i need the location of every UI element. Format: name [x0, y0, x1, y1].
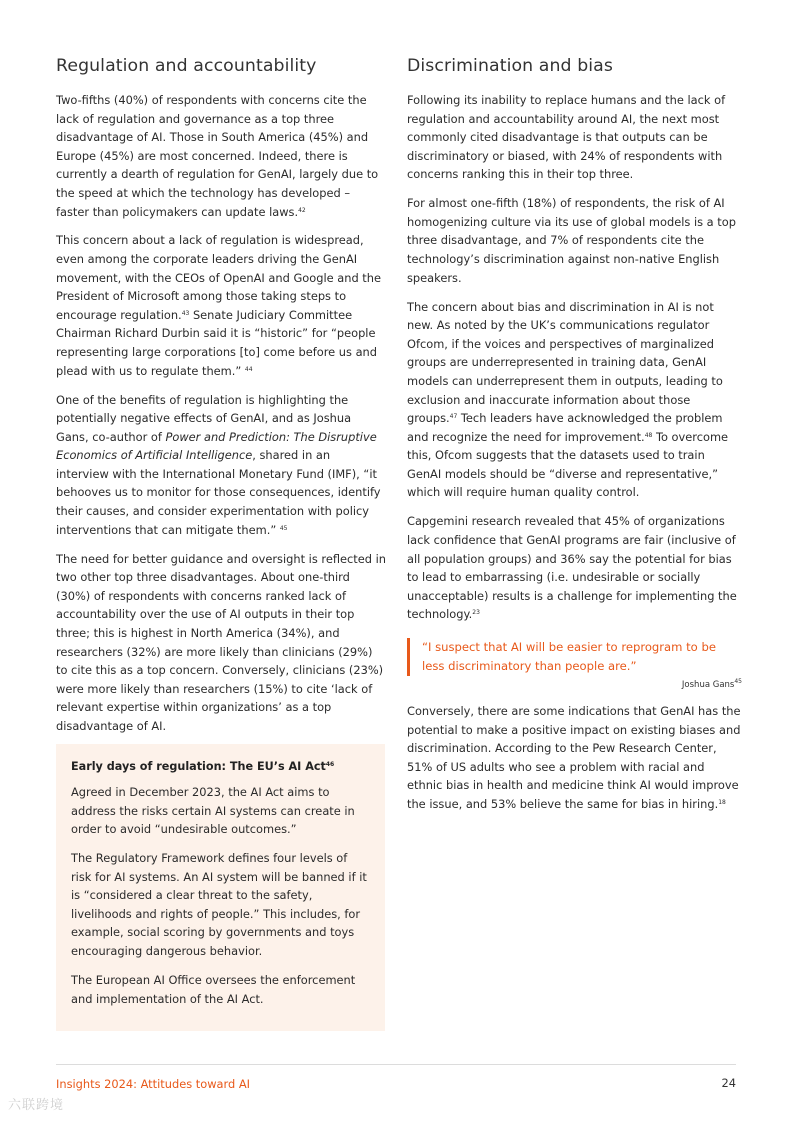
- footer-divider: [56, 1064, 736, 1065]
- callout-title: Early days of regulation: The EU’s AI Act$^{46}$: [71, 760, 335, 773]
- paragraph: Two-fifths (40%) of respondents with concerns cite the lack of regulation and governance as a top three disadvantage of AI. Those in South America (45%) and Europe (45%) are most concerned. Indeed, there is currently a dearth of regulation for GenAI, largely due to the speed at which the technology has developed – faster than policymakers can update laws.$^{42}$: [56, 93, 379, 219]
- section-heading-discrimination: Discrimination and bias: [407, 56, 613, 76]
- footnote-ref: 23: [472, 609, 480, 617]
- paragraph: One of the benefits of regulation is highlighting the potentially negative effects of GenAI, and as Joshua Gans, co-author of Power and Prediction: The Disruptive Economics of Artificial Intelligence, shared in an interview with the International Monetary Fund (IMF), “it behooves us to monitor for those consequences, identify their causes, and consider experimentation with policy interventions that can mitigate them.” $^{45}$: [56, 392, 381, 537]
- page-number: 24: [721, 1076, 736, 1090]
- footnote-ref: 42: [298, 206, 306, 214]
- paragraph: The concern about bias and discrimination in AI is not new. As noted by the UK’s communications regulator Ofcom, if the voices and perspectives of marginalized groups are underrepresented in training data, GenAI models can underrepresent them in outputs, leading to exclusion and inaccurate information about those groups.$^{47}$ Tech leaders have acknowledged the problem and recognize the need for improvement.$^{48}$ To overcome this, Ofcom suggests that the datasets used to train GenAI models should be “diverse and representative,” which will require human quality control.: [407, 299, 729, 500]
- footnote-ref: 45: [279, 524, 288, 532]
- watermark-logo: 六联跨境: [8, 1098, 65, 1113]
- callout-paragraph: The Regulatory Framework defines four levels of risk for AI systems. An AI system will be banned if it is “considered a clear threat to the safety, livelihoods and rights of people.” This includes, for example, social scoring by governments and toys encouraging dangerous behavior.: [71, 851, 367, 959]
- footnote-ref: 44: [244, 365, 253, 373]
- paragraph: Capgemini research revealed that 45% of organizations lack confidence that GenAI programs are fair (inclusive of all population groups) and 36% say the potential for bias to lead to embarrassing (i.e. undesirable or socially unacceptable) results is a challenge for implementing the technology.$^{23}$: [407, 514, 737, 622]
- callout-paragraph: Agreed in December 2023, the AI Act aims to address the risks certain AI systems can create in order to avoid “undesirable outcomes.”: [71, 785, 355, 837]
- footer-report-title: Insights 2024: Attitudes toward AI: [56, 1077, 250, 1091]
- callout-paragraph: The European AI Office oversees the enforcement and implementation of the AI Act.: [71, 972, 356, 1006]
- section-heading-regulation: Regulation and accountability: [56, 56, 317, 76]
- paragraph: The need for better guidance and oversight is reflected in two other top three disadvantages. About one-third (30%) of respondents with concerns ranked lack of accountability over the use of AI outputs in their top three; this is highest in North America (34%), and researchers (32%) are more likely than clinicians (29%) to cite this as a top concern. Conversely, clinicians (23%) were more likely than researchers (15%) to cite ‘lack of relevant expertise within organizations’ as a top disadvantage of AI.: [56, 551, 386, 733]
- pull-quote: “I suspect that AI will be easier to reprogram to be less discriminatory than people are.”: [407, 638, 742, 676]
- eu-ai-act-callout-box: [56, 744, 385, 1031]
- paragraph: For almost one-fifth (18%) of respondents, the risk of AI homogenizing culture via its use of global models is a top three disadvantage, and 7% of respondents cite the technology’s discrimination against non-native English speakers.: [407, 196, 736, 285]
- footnote-ref: 18: [718, 798, 726, 806]
- footnote-ref: 43: [181, 309, 190, 317]
- footnote-ref: 45: [734, 677, 742, 685]
- right-column: [407, 56, 742, 824]
- paragraph: Following its inability to replace humans and the lack of regulation and accountability around AI, the next most commonly cited disadvantage is that outputs can be discriminatory or biased, with 24% of respondents with concerns ranking this in their top three.: [407, 93, 726, 182]
- paragraph: This concern about a lack of regulation is widespread, even among the corporate leaders driving the GenAI movement, with the CEOs of OpenAI and Google and the President of Microsoft among those taking steps to encourage regulation.$^{43}$ Senate Judiciary Committee Chairman Richard Durbin said it is “historic” for “people representing large corporations [to] come before us and plead with us to regulate them.” $^{44}$: [56, 233, 381, 378]
- footnote-ref: 46: [325, 761, 335, 768]
- book-title: Power and Prediction: The Disruptive Economics of Artificial Intelligence: [56, 429, 377, 463]
- paragraph: Conversely, there are some indications that GenAI has the potential to make a positive impact on existing biases and discrimination. According to the Pew Research Center, 51% of US adults who see a problem with racial and ethnic bias in health and medicine think AI would improve the issue, and 53% believe the same for bias in hiring.$^{18}$: [407, 703, 741, 811]
- footnote-ref: 47: [449, 413, 458, 421]
- left-column: [56, 56, 386, 746]
- footnote-ref: 48: [644, 431, 653, 439]
- quote-attribution: Joshua Gans$^{45}$: [681, 677, 742, 690]
